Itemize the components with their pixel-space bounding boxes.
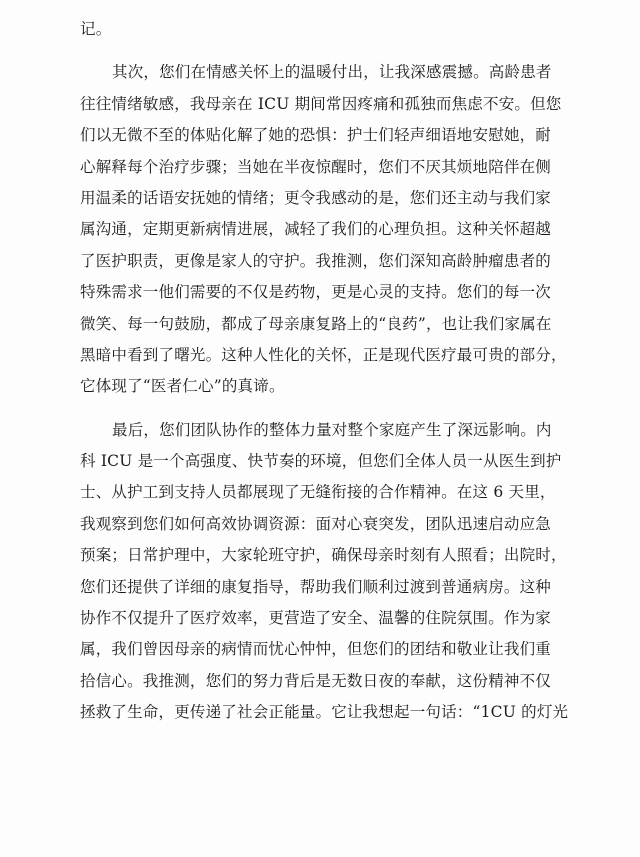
text-line: 科 ICU 是一个高强度、快节奏的环境，但您们全体人员一从医生到护 bbox=[80, 452, 562, 471]
text-line: 拯救了生命，更传递了社会正能量。它让我想起一句话：“1CU 的灯光 bbox=[80, 703, 569, 722]
text-line: 最后，您们团队协作的整体力量对整个家庭产生了深远影响。内 bbox=[112, 420, 552, 439]
text-line: 预案；日常护理中，大家轮班守护，确保母亲时刻有人照看；出院时， bbox=[80, 546, 567, 565]
text-line: 您们还提供了详细的康复指导，帮助我们顺利过渡到普通病房。这种 bbox=[80, 577, 552, 596]
text-line: 特殊需求一他们需要的不仅是药物，更是心灵的支持。您们的每一次 bbox=[80, 283, 552, 302]
text-line: 微笑、每一句鼓励，都成了母亲康复路上的“良药”，也让我们家属在 bbox=[80, 314, 552, 333]
text-line: 属沟通，定期更新病情进展，减轻了我们的心理负担。这种关怀超越 bbox=[80, 220, 552, 239]
text-line: 士、从护工到支持人员都展现了无缝衔接的合作精神。在这 6 天里， bbox=[80, 483, 556, 502]
paragraph-emotional-care bbox=[80, 57, 580, 402]
text-line: 其次，您们在情感关怀上的温暖付出，让我深感震撼。高龄患者 bbox=[112, 63, 552, 82]
text-line: 协作不仅提升了医疗效率，更营造了安全、温馨的住院氛围。作为家 bbox=[80, 609, 552, 628]
text-line: 往往情绪敏感，我母亲在 ICU 期间常因疼痛和孤独而焦虑不安。但您 bbox=[80, 94, 562, 113]
text-line: 心解释每个治疗步骤；当她在半夜惊醒时，您们不厌其烦地陪伴在侧 bbox=[80, 157, 552, 176]
fragment-line: 记。 bbox=[80, 20, 112, 38]
text-line: 了医护职责，更像是家人的守护。我推测，您们深知高龄肿瘤患者的 bbox=[80, 251, 552, 270]
text-line: 用温柔的话语安抚她的情绪；更令我感动的是，您们还主动与我们家 bbox=[80, 188, 552, 207]
text-line: 它体现了“医者仁心”的真谛。 bbox=[80, 377, 285, 396]
paragraph-teamwork bbox=[80, 415, 580, 729]
text-line: 属，我们曾因母亲的病情而忧心忡忡，但您们的团结和敬业让我们重 bbox=[80, 640, 552, 659]
text-line: 们以无微不至的体贴化解了她的恐惧：护士们轻声细语地安慰她，耐 bbox=[80, 126, 552, 145]
paragraph-gap bbox=[80, 45, 580, 57]
letter-body bbox=[80, 14, 580, 729]
text-line: 黑暗中看到了曙光。这种人性化的关怀，正是现代医疗最可贵的部分， bbox=[80, 345, 567, 364]
text-line: 我观察到您们如何高效协调资源：面对心衰突发，团队迅速启动应急 bbox=[80, 514, 552, 533]
text-line: 拾信心。我推测，您们的努力背后是无数日夜的奉献，这份精神不仅 bbox=[80, 671, 552, 690]
paragraph-gap bbox=[80, 403, 580, 415]
